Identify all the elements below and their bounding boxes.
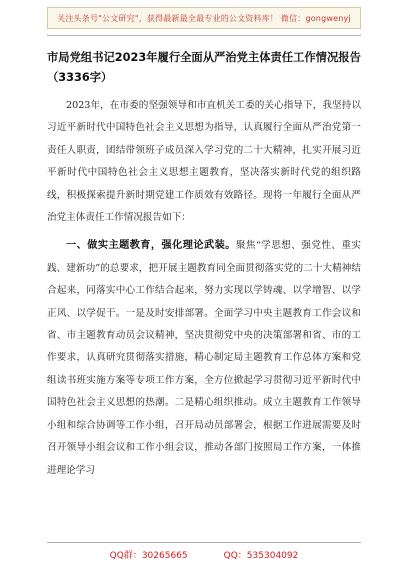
footer	[0, 548, 408, 561]
banner-text: 关注头条号"公文研究"，获得最新最全最专业的公文资料库！ 微信：gongwenyj	[57, 13, 351, 23]
document-body	[47, 48, 361, 482]
section-1-body: 聚焦“学思想、强党性、重实践、建新功”的总要求，把开展主题教育同全面贯彻落实党的二十大精神结合起来，同落实中心工作结合起来，努力实现以学铸魂、以学增智、以学正风、以学促干。一是及时安排部署。全面学习中央主题教育工作会议和省、市主题教育动员会议精神，坚决贯彻党中央的决策部署和省、市的工作要求，认真研究贯彻落实措施，精心制定局主题教育工作总体方案和党组读书班实施方案等专项工作方案，全方位掀起学习贯彻习近平新时代中国特色社会主义思想的热潮。二是精心组织推动。成立主题教育工作领导小组和综合协调等工作小组，召开局动员部署会，根据工作进展需要及时召开领导小组会议和工作小组会议，推动各部门按照局工作方案，一体推进理论学习	[47, 240, 362, 476]
section-1-heading: 一、做实主题教育，强化理论武装。	[66, 240, 236, 252]
header-divider	[47, 35, 361, 36]
intro-paragraph: 2023年，在市委的坚强领导和市直机关工委的关心指导下，我坚持以习近平新时代中国特色社会主义思想为指导，认真履行全面从严治党第一责任人职责，团结带领班子成员深入学习党的二十大精神，扎实开展习近平新时代中国特色社会主义思想主题教育，坚决落实新时代党的组织路线，积极探索提升新时期党建工作质效有效路径。现将一年履行全面从严治党主体责任工作情况报告如下：	[47, 100, 361, 224]
section-1-paragraph	[47, 235, 361, 481]
footer-qq: QQ：535304092	[223, 551, 299, 561]
document-title: 市局党组书记2023年履行全面从严治党主体责任工作情况报告（3336字）	[47, 51, 361, 84]
footer-divider	[47, 542, 361, 543]
footer-qq-group: QQ群：30265665	[109, 551, 188, 561]
header-banner	[47, 7, 361, 29]
